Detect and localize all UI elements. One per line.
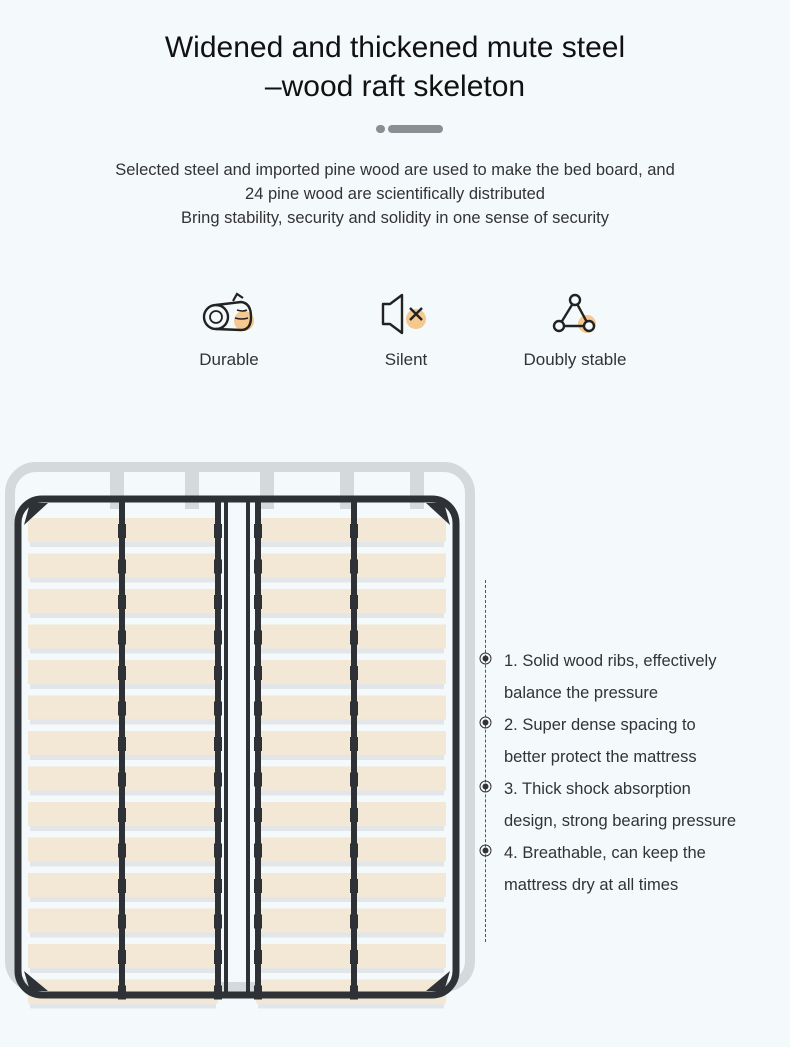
speaker-mute-icon [376, 290, 436, 338]
slat-shadow [30, 1004, 216, 1009]
center-beam [226, 499, 248, 995]
ghost-post [260, 469, 274, 509]
dashed-divider [485, 580, 486, 942]
ghost-post [410, 469, 424, 509]
feature-label: Doubly stable [523, 350, 627, 369]
frame-rail [351, 499, 357, 995]
bullet-icon [479, 716, 492, 729]
ghost-post [185, 469, 199, 509]
frame-rail [215, 499, 221, 995]
feature-durable [149, 290, 309, 370]
intro-text [0, 158, 790, 230]
list-item: 3. Thick shock absorption design, strong bearing pressure [504, 773, 784, 837]
log-icon [197, 290, 261, 338]
bullet-icon [479, 844, 492, 857]
frame-rail [119, 499, 125, 995]
title-line-1: Widened and thickened mute steel [164, 31, 626, 64]
list-item: 1. Solid wood ribs, effectively balance the pressure [504, 645, 784, 709]
feature-points-list [482, 580, 782, 942]
intro-line-3: Bring stability, security and solidity in one sense of security [181, 209, 609, 227]
page-title [0, 28, 790, 106]
list-item: 2. Super dense spacing to better protect the mattress [504, 709, 784, 773]
slat-shadow [258, 1004, 444, 1009]
feature-label: Silent [384, 350, 428, 369]
bullet-icon [479, 652, 492, 665]
feature-label: Durable [199, 350, 259, 369]
list-item: 4. Breathable, can keep the mattress dry at all times [504, 837, 784, 901]
bullet-icon [479, 780, 492, 793]
bed-frame-illustration [0, 455, 480, 1015]
intro-line-1: Selected steel and imported pine wood are used to make the bed board, and [115, 161, 675, 179]
intro-line-2: 24 pine wood are scientifically distributed [245, 185, 545, 203]
feature-silent [326, 290, 486, 370]
frame-rail [255, 499, 261, 995]
title-line-2: –wood raft skeleton [264, 70, 526, 103]
triangle-nodes-icon [545, 290, 605, 338]
feature-doubly-stable [495, 290, 655, 370]
